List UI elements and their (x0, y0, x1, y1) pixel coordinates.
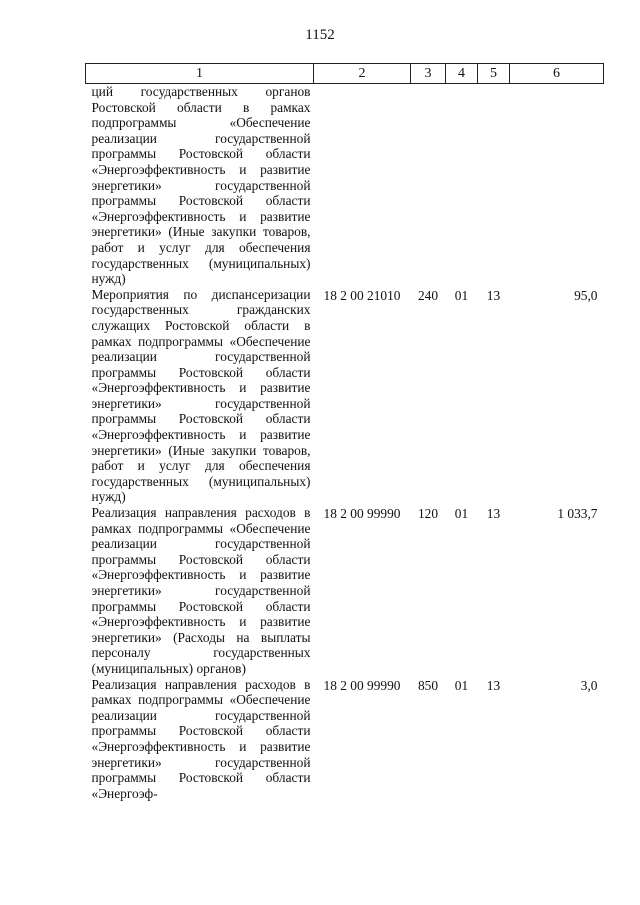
row-name: Мероприятия по диспансеризации государственных гражданских служащих Ростовской области в рамках подпрограммы «Обеспечение реализации государственной программы Ростовской области «Энергоэффективность и развитие энергетики» государственной программы Ростовской области «Энергоэффективность и развитие энергетики» (Иные закупки товаров, работ и услуг для обеспечения государственных (муниципальных) нужд) (91, 286, 311, 505)
header-col-3: 3 (411, 64, 446, 84)
row-subsection: 13 (486, 287, 501, 303)
row-sum: 95,0 (574, 287, 598, 303)
row-sum: 3,0 (580, 677, 598, 693)
table-row (86, 84, 604, 287)
row-section (446, 84, 478, 287)
table-row (86, 287, 604, 505)
row-target-code: 18 2 00 99990 (323, 506, 401, 522)
row-target-code: 18 2 00 21010 (323, 287, 401, 303)
table-row (86, 505, 604, 677)
row-name: Реализация направления расходов в рамках подпрограммы «Обеспечение реализации государственной программы Ростовской области «Энергоэффективность и развитие энергетики» государственной программы Ростовской области «Энергоэффективность и развитие энергетики» (Расходы на выплаты персоналу государственных (муниципальных) органов) (91, 505, 311, 676)
table-header (86, 64, 604, 84)
header-row (86, 64, 604, 84)
row-subsection (478, 84, 510, 287)
table-row (86, 677, 604, 802)
header-col-1: 1 (86, 64, 314, 84)
budget-table (85, 63, 604, 801)
row-section: 01 (454, 506, 469, 522)
row-subsection: 13 (486, 506, 501, 522)
row-target-code (314, 84, 411, 287)
row-sum (510, 84, 604, 287)
row-expense-type: 120 (417, 506, 439, 522)
header-col-5: 5 (478, 64, 510, 84)
row-target-code: 18 2 00 99990 (323, 677, 401, 693)
row-section: 01 (454, 287, 469, 303)
table-body (86, 84, 604, 802)
row-sum: 1 033,7 (557, 506, 598, 522)
row-expense-type: 850 (417, 677, 439, 693)
header-col-4: 4 (446, 64, 478, 84)
row-expense-type (411, 84, 446, 287)
row-expense-type: 240 (417, 287, 439, 303)
row-name: Реализация направления расходов в рамках подпрограммы «Обеспечение реализации государственной программы Ростовской области «Энергоэффективность и развитие энергетики» государственной программы Ростовской области «Энергоэф- (91, 676, 311, 801)
page-number: 1152 (305, 27, 335, 43)
header-col-6: 6 (510, 64, 604, 84)
row-name: ций государственных органов Ростовской области в рамках подпрограммы «Обеспечение реализации государственной программы Ростовской области «Энергоэффективность и развитие энергетики» государственной программы Ростовской области «Энергоэффективность и развитие энергетики» (Иные закупки товаров, работ и услуг для обеспечения государственных (муниципальных) нужд) (91, 84, 311, 287)
header-col-2: 2 (314, 64, 411, 84)
row-subsection: 13 (486, 677, 501, 693)
row-section: 01 (454, 677, 469, 693)
